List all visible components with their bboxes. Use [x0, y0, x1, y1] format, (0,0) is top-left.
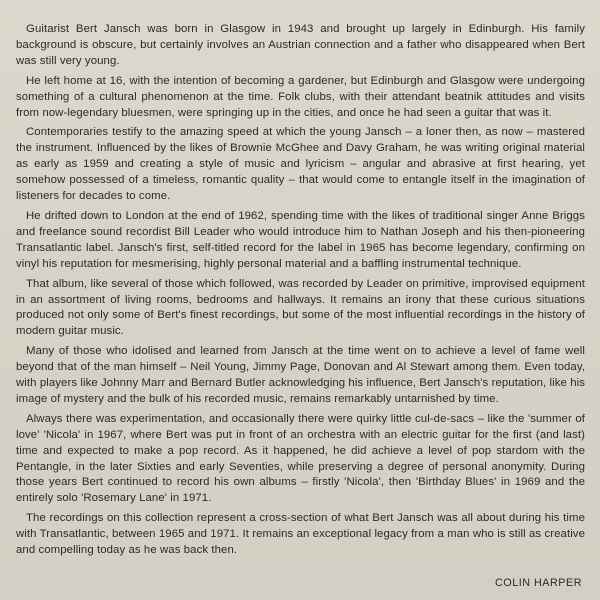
paragraph-first-album: That album, like several of those which followed, was recorded by Leader on primitive, improvised equipment in an assortment of living rooms, bedrooms and hallways. It remains an irony that these curious situations produced not only some of Bert's finest recordings, but some of the most influential recordings in the history of modern guitar music.	[16, 277, 585, 338]
liner-notes-body	[16, 22, 585, 559]
paragraph-influence: Many of those who idolised and learned from Jansch at the time went on to achieve a level of fame well beyond that of the man himself – Neil Young, Jimmy Page, Donovan and Al Stewart among them. Even today, with players like Johnny Marr and Bernard Butler acknowledging his influence, Bert Jansch's reputation, like his image of mystery and the bulk of his recorded music, remains remarkably untarnished by time.	[16, 345, 585, 405]
paragraph-birth: Guitarist Bert Jansch was born in Glasgow in 1943 and brought up largely in Edinburgh. His family background is obscure, but certainly involves an Austrian connection and a father who disappeared when Bert was still very young.	[16, 23, 585, 67]
paragraph-collection: The recordings on this collection represent a cross-section of what Bert Jansch was all about during his time with Transatlantic, between 1965 and 1971. It remains an exceptional legacy from a man who is still as creative and compelling today as he was back then.	[16, 512, 585, 557]
paragraph-experimentation: Always there was experimentation, and occasionally there were quirky little cul-de-sacs – like the 'summer of love' 'Nicola' in 1967, where Bert was put in front of an orchestra with an electric guitar for the first (and last) time and expected to make a pop record. As it happened, he did achieve a level of pop stardom with the Pentangle, in the later Sixties and early Seventies, while preserving a degree of personal anonymity. During those years Bert continued to record his own albums – firstly 'Nicola', then 'Birthday Blues' in 1969 and the entirely solo 'Rosemary Lane' in 1971.	[16, 412, 585, 505]
paragraph-contemporaries: Contemporaries testify to the amazing speed at which the young Jansch – a loner then, as now – mastered the instrument. Influenced by the likes of Brownie McGhee and Davy Graham, he was writing original material as early as 1959 and creating a style of music and lyricism – angular and abrasive at first hearing, yet somehow possessed of a timeless, romantic quality – that would come to entangle itself in the imagination of listeners for decades to come.	[16, 126, 585, 203]
paragraph-london: He drifted down to London at the end of 1962, spending time with the likes of traditional singer Anne Briggs and freelance sound recordist Bill Leader who would introduce him to Nathan Joseph and his then-pioneering Transatlantic label. Jansch's first, self-titled record for the label in 1965 has become legendary, confirming on vinyl his reputation for mesmerising, highly personal material and a baffling instrumental technique.	[16, 209, 585, 270]
paragraph-leaving-home: He left home at 16, with the intention of becoming a gardener, but Edinburgh and Glasgow were undergoing something of a cultural phenomenon at the time. Folk clubs, with their attendant beatnik attitudes and visits from now-legendary bluesmen, were springing up in the cities, and once he had seen a guitar that was it.	[16, 74, 585, 119]
author-signature: COLIN HARPER	[495, 577, 582, 589]
